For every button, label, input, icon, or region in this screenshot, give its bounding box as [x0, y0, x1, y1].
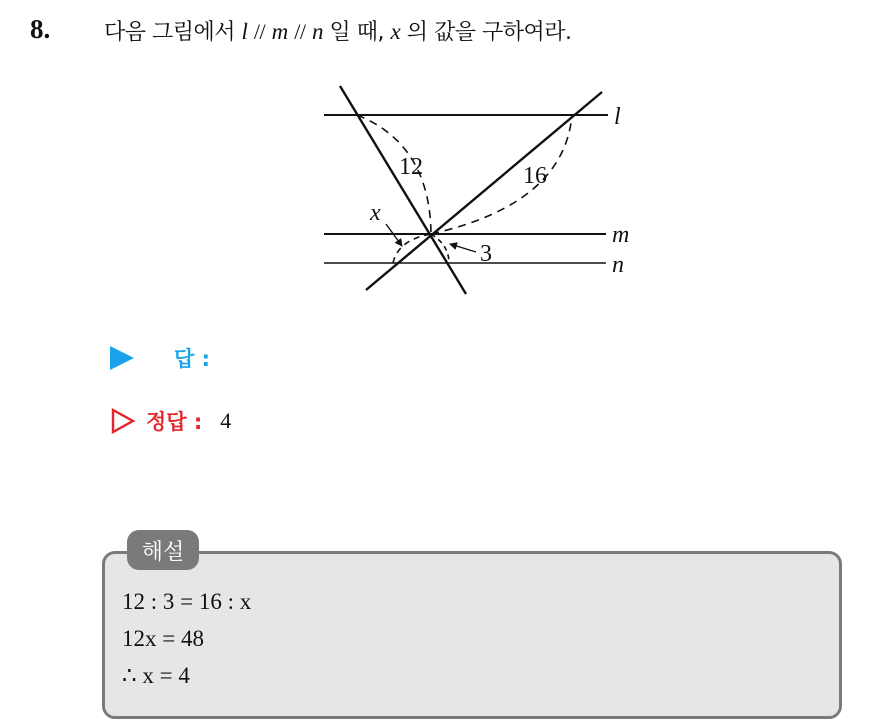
label-m: m: [612, 222, 630, 248]
solution-tab: 해설: [127, 530, 199, 570]
correct-answer-row: [110, 406, 231, 436]
question-text: [104, 15, 571, 46]
label-16: 16: [523, 163, 547, 189]
answer-row: [110, 343, 210, 373]
play-filled-icon: [110, 346, 134, 370]
label-l: l: [614, 104, 621, 130]
arc-3: [431, 234, 449, 263]
label-3: 3: [480, 241, 492, 267]
correct-label: 정답 :: [146, 410, 203, 434]
question-text-suffix: 의 값을 구하여라.: [406, 20, 572, 45]
arc-x: [393, 234, 431, 263]
label-n: n: [612, 252, 624, 278]
parallel-symbol: //: [253, 19, 266, 44]
question-text-prefix: 다음 그림에서: [104, 20, 236, 45]
answer-label: 답 :: [174, 347, 210, 371]
parallel-symbol: //: [294, 19, 306, 44]
arc-16: [431, 115, 572, 234]
var-l: l: [241, 19, 248, 44]
question-text-when: 일 때,: [329, 20, 384, 45]
var-n: n: [312, 19, 323, 44]
label-x: x: [370, 200, 381, 226]
question-number: 8.: [30, 14, 51, 44]
play-outline-icon: [110, 408, 136, 434]
solution-line-1: 12 : 3 = 16 : x: [122, 589, 252, 614]
correct-value: 4: [220, 408, 232, 433]
solution-line-2: 12x = 48: [122, 626, 204, 651]
solution-line-3: ∴ x = 4: [122, 663, 190, 688]
var-x: x: [390, 19, 401, 44]
solution-box: [102, 551, 842, 719]
label-12: 12: [399, 154, 423, 180]
var-m: m: [271, 19, 288, 44]
parallel-lines-figure: [300, 74, 660, 304]
arrow-3: [450, 244, 476, 252]
